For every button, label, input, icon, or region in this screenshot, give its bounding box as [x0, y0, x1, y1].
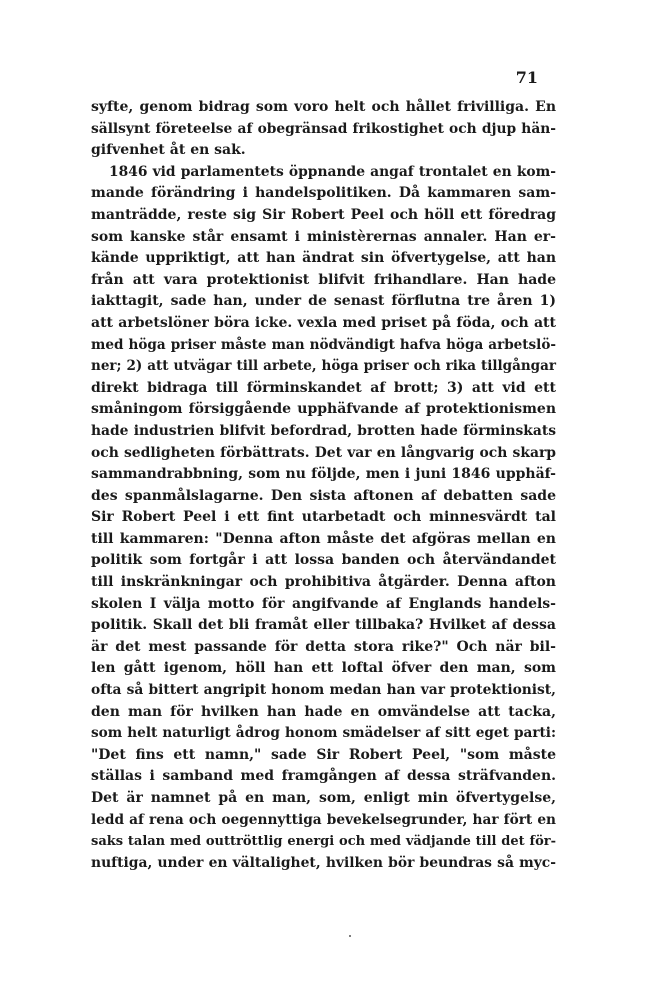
- text-line: nuftiga, under en vältalighet, hvilken bör beundras så myc-: [91, 854, 556, 871]
- text-line: kände uppriktigt, att han ändrat sin öfvertygelse, att han: [91, 250, 556, 267]
- text-line: till kammaren: "Denna afton måste det afgöras mellan en: [91, 530, 556, 547]
- text-line: ställas i samband med framgången af dessa sträfvanden.: [91, 768, 556, 785]
- text-line: "Det fins ett namn," sade Sir Robert Peel, "som måste: [91, 746, 556, 763]
- text-line: len gått igenom, höll han ett loftal öfver den man, som: [91, 660, 556, 677]
- text-line: mande förändring i handelspolitiken. Då kammaren sam-: [91, 185, 556, 202]
- text-line: politik som fortgår i att lossa banden och återvändandet: [91, 552, 556, 569]
- text-line: småningom försiggående upphäfvande af protektionismen: [91, 401, 556, 418]
- text-line: saks talan med outtröttlig energi och med vädjande till det för-: [91, 834, 556, 850]
- text-line: från att vara protektionist blifvit frihandlare. Han hade: [91, 271, 556, 288]
- text-line: Det är namnet på en man, som, enligt min öfvertygelse,: [91, 790, 556, 806]
- text-line: ledd af rena och oegennyttiga bevekelsegrunder, har fört en: [91, 811, 556, 828]
- text-line: iakttagit, sade han, under de senast förflutna tre åren 1): [91, 293, 556, 310]
- text-line: skolen I välja motto för angifvande af Englands handels-: [91, 595, 556, 612]
- text-line: som kanske står ensamt i ministèrernas annaler. Han er-: [91, 228, 556, 245]
- text-line: till inskränkningar och prohibitiva åtgärder. Denna afton: [91, 574, 556, 591]
- text-line: politik. Skall det bli framåt eller tillbaka? Hvilket af dessa: [91, 617, 556, 634]
- text-line: manträdde, reste sig Sir Robert Peel och höll ett föredrag: [91, 206, 556, 223]
- text-line: direkt bidraga till förminskandet af brott; 3) att vid ett: [91, 379, 556, 396]
- text-line: sammandrabbning, som nu följde, men i juni 1846 upphäf-: [91, 466, 556, 483]
- text-line: den man för hvilken han hade en omvändelse att tacka,: [91, 703, 556, 720]
- text-line: hade industrien blifvit befordrad, brotten hade förminskats: [91, 422, 556, 439]
- page-number: 71: [515, 68, 538, 87]
- text-line: med höga priser måste man nödvändigt hafva höga arbetslö-: [91, 336, 556, 353]
- text-line: är det mest passande för detta stora rike?" Och när bil-: [91, 638, 556, 655]
- text-line: och sedligheten förbättrats. Det var en långvarig och skarp: [91, 444, 556, 461]
- text-line: ner; 2) att utvägar till arbete, höga priser och rika tillgångar: [91, 358, 556, 375]
- paper-speck: [349, 935, 351, 937]
- text-line: syfte, genom bidrag som voro helt och hållet frivilliga. En: [91, 99, 556, 115]
- text-line: des spanmålslagarne. Den sista aftonen af debatten sade: [91, 487, 556, 504]
- text-line: som helt naturligt ådrog honom smädelser af sitt eget parti:: [91, 725, 556, 742]
- text-line: gifvenhet åt en sak.: [91, 142, 246, 159]
- body-text: [91, 97, 556, 874]
- text-line: sällsynt företeelse af obegränsad frikostighet och djup hän-: [91, 120, 556, 137]
- text-line: Sir Robert Peel i ett fint utarbetadt och minnesvärdt tal: [91, 509, 556, 526]
- text-line: ofta så bittert angripit honom medan han var protektionist,: [91, 682, 556, 699]
- text-line: 1846 vid parlamentets öppnande angaf trontalet en kom-: [109, 163, 556, 180]
- text-line: att arbetslöner böra icke. vexla med priset på föda, och att: [91, 314, 556, 331]
